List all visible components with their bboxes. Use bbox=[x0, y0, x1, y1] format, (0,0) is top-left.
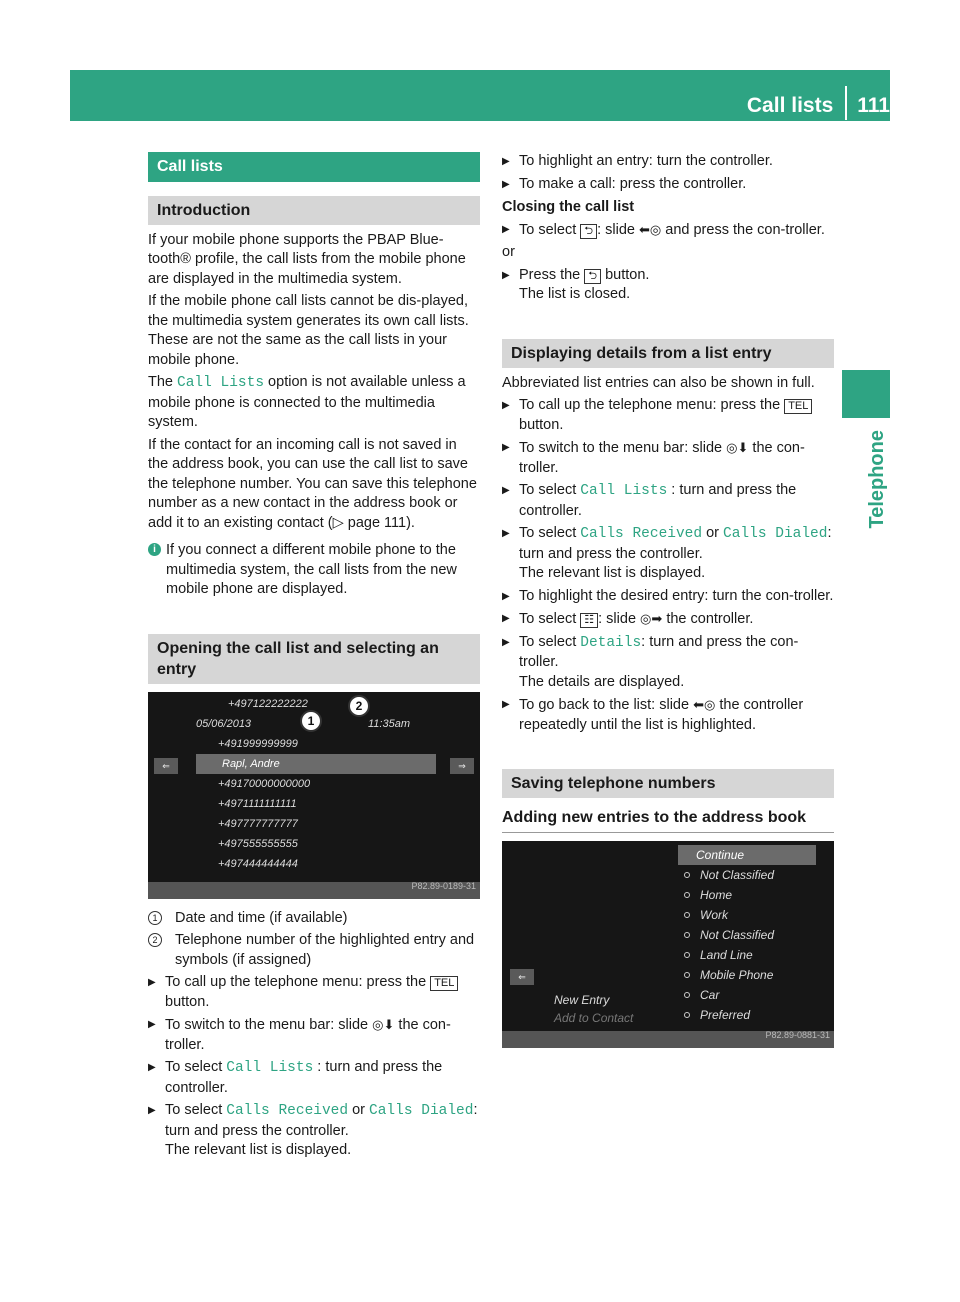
controller-slide-left-icon: ⬅◎ bbox=[638, 221, 662, 237]
legend-number: 2 bbox=[148, 933, 162, 947]
step-d4 bbox=[502, 524, 834, 584]
step-result: The list is closed. bbox=[519, 286, 631, 302]
code-calls-dialed: Calls Dialed bbox=[723, 526, 828, 542]
list-item-selected: Rapl, Andre bbox=[196, 754, 436, 774]
text: and press the con-troller. bbox=[661, 221, 825, 238]
list-item: +497122222222 bbox=[228, 697, 308, 710]
text: : slide bbox=[597, 221, 639, 238]
section-heading-call-lists: Call lists bbox=[148, 152, 480, 182]
heading-adding-entries: Adding new entries to the address book bbox=[502, 808, 834, 833]
text: or bbox=[348, 1102, 370, 1118]
text: To switch to the menu bar: slide bbox=[165, 1017, 373, 1033]
screenshot-call-list bbox=[148, 692, 480, 899]
list-item: +4971111111111 bbox=[218, 797, 297, 810]
list-item: +491999999999 bbox=[218, 737, 298, 750]
back-icon: ⮌ bbox=[580, 224, 597, 239]
legend-text: Telephone number of the highlighted entry and symbols (if assigned) bbox=[175, 932, 475, 968]
text: : slide bbox=[598, 611, 641, 627]
legend-text: Date and time (if available) bbox=[175, 909, 348, 926]
options-icon: ☷ bbox=[580, 613, 598, 628]
legend-item-2 bbox=[148, 931, 480, 970]
info-text: If you connect a different mobile phone to the multimedia system, the call lists from the new mobile phone are displayed. bbox=[166, 542, 457, 597]
step-make-call: ▶ To make a call: press the controller. bbox=[502, 175, 834, 195]
text: To select bbox=[519, 611, 581, 627]
radio-icon bbox=[684, 932, 690, 938]
menu-label: Not Classified bbox=[700, 927, 775, 942]
text: the con-troller. bbox=[165, 1017, 451, 1053]
back-button-icon: ⮌ bbox=[584, 269, 601, 284]
list-item: +497777777777 bbox=[218, 817, 298, 830]
list-item-add-to-contact: Add to Contact bbox=[554, 1010, 634, 1025]
subsection-heading-saving: Saving telephone numbers bbox=[502, 769, 834, 798]
step-d5: ▶ To highlight the desired entry: turn the con-troller. bbox=[502, 587, 834, 607]
subsection-heading-details: Displaying details from a list entry bbox=[502, 339, 834, 368]
list-item: +49170000000000 bbox=[218, 777, 311, 790]
code-calls-received: Calls Received bbox=[580, 526, 703, 542]
list-item: +497444444444 bbox=[218, 857, 298, 870]
menu-item bbox=[678, 945, 816, 965]
side-tab-marker bbox=[842, 370, 890, 418]
text: or bbox=[702, 525, 724, 541]
menu-item bbox=[678, 1005, 816, 1025]
menu-label: Mobile Phone bbox=[700, 967, 774, 982]
callout-1: 1 bbox=[300, 710, 322, 732]
menu-item bbox=[678, 905, 816, 925]
right-column bbox=[502, 152, 834, 1058]
page-number: 111 bbox=[857, 94, 890, 117]
back-arrow-icon: ⇐ bbox=[510, 969, 534, 985]
text: the controller. bbox=[662, 611, 754, 627]
subsection-heading-opening: Opening the call list and selecting an entry bbox=[148, 634, 480, 684]
image-code: P82.89-0881-31 bbox=[765, 1030, 830, 1040]
menu-label: Preferred bbox=[700, 1007, 751, 1022]
step-switch-menu-bar bbox=[148, 1015, 480, 1055]
radio-icon bbox=[684, 1012, 690, 1018]
menu-label: Home bbox=[700, 887, 733, 902]
text: To select bbox=[165, 1102, 227, 1118]
code-call-lists: Call Lists bbox=[580, 483, 668, 499]
step-highlight-entry: ▶ To highlight an entry: turn the controller. bbox=[502, 152, 834, 172]
screenshot-save-menu bbox=[502, 841, 834, 1048]
menu-item bbox=[678, 865, 816, 885]
code-call-lists: Call Lists bbox=[177, 375, 265, 391]
step-d2 bbox=[502, 438, 834, 478]
side-chapter-label: Telephone bbox=[866, 430, 888, 529]
info-note bbox=[148, 541, 480, 600]
list-item-new-entry: New Entry bbox=[554, 992, 610, 1007]
step-close-select bbox=[502, 220, 834, 241]
menu-item bbox=[678, 925, 816, 945]
intro-paragraph-4: If the contact for an incoming call is not saved in the address book, you can use the call list to save the telephone number. You can save this telephone number as a new contact in the address book or add it to an existing contact (▷ page 111). bbox=[148, 436, 477, 531]
text: To select bbox=[519, 633, 581, 650]
radio-icon bbox=[684, 872, 690, 878]
header-separator bbox=[845, 86, 847, 120]
menu-label: Not Classified bbox=[700, 867, 775, 882]
text: Press the bbox=[519, 266, 585, 283]
radio-icon bbox=[684, 972, 690, 978]
details-intro: Abbreviated list entries can also be shown in full. bbox=[502, 374, 815, 391]
list-item-date: 05/06/2013 bbox=[196, 717, 252, 730]
radio-icon bbox=[684, 892, 690, 898]
radio-icon bbox=[684, 912, 690, 918]
text: button. bbox=[165, 993, 210, 1010]
list-item: +497555555555 bbox=[218, 837, 298, 850]
controller-slide-left-icon: ⬅◎ bbox=[693, 697, 716, 712]
controller-slide-down-icon: ◎⬇ bbox=[372, 1017, 395, 1032]
code-calls-dialed: Calls Dialed bbox=[369, 1103, 474, 1119]
image-code: P82.89-0189-31 bbox=[411, 881, 476, 891]
intro-paragraph-2: If the mobile phone call lists cannot be dis-played, the multimedia system generates its own call lists. These are not the same as the call lists in your mobile phone. bbox=[148, 293, 469, 368]
step-result: The relevant list is displayed. bbox=[165, 1142, 352, 1158]
legend-number: 1 bbox=[148, 911, 162, 925]
text: To select bbox=[519, 525, 581, 541]
back-arrow-icon: ⇐ bbox=[154, 758, 178, 774]
legend-item-1 bbox=[148, 909, 480, 929]
text: button. bbox=[601, 266, 650, 283]
menu-label: Work bbox=[700, 907, 728, 922]
text: the con-troller. bbox=[519, 440, 805, 476]
step-select-call-lists bbox=[148, 1058, 480, 1098]
text: To select bbox=[165, 1059, 227, 1075]
step-d3 bbox=[502, 481, 834, 521]
controller-slide-right-icon: ◎➡ bbox=[640, 611, 663, 626]
step-press-back bbox=[502, 266, 834, 305]
text: the controller repeatedly until the list is highlighted. bbox=[519, 697, 804, 733]
callout-2: 2 bbox=[348, 695, 370, 717]
tel-key-icon: TEL bbox=[784, 399, 812, 414]
intro-paragraph-3 bbox=[148, 373, 480, 433]
step-d8 bbox=[502, 695, 834, 735]
menu-item bbox=[678, 885, 816, 905]
page-header bbox=[490, 86, 890, 120]
step-d7 bbox=[502, 633, 834, 693]
step-d1 bbox=[502, 396, 834, 435]
intro-paragraph-1: If your mobile phone supports the PBAP Blue-tooth® profile, the call lists from the mobile phone are displayed in the multimedia system. bbox=[148, 231, 466, 287]
subsection-heading-introduction: Introduction bbox=[148, 196, 480, 225]
code-calls-received: Calls Received bbox=[226, 1103, 349, 1119]
text: To select bbox=[519, 482, 581, 498]
closing-heading: Closing the call list bbox=[502, 199, 635, 215]
page-title: Call lists bbox=[746, 94, 834, 117]
menu-arrow-icon: ⇒ bbox=[450, 758, 474, 774]
info-icon: i bbox=[148, 543, 161, 556]
menu-item bbox=[678, 965, 816, 985]
menu-item bbox=[678, 985, 816, 1005]
text: : turn and press the controller. bbox=[519, 482, 797, 519]
radio-icon bbox=[684, 992, 690, 998]
text: : turn and press the controller. bbox=[519, 525, 832, 562]
left-column bbox=[148, 152, 480, 1164]
menu-item-continue: Continue bbox=[678, 845, 816, 865]
tel-key-icon: TEL bbox=[430, 976, 458, 991]
text: option is not available unless a mobile phone is connected to the multimedia system. bbox=[148, 374, 466, 430]
radio-icon bbox=[684, 952, 690, 958]
step-select-list-type bbox=[148, 1101, 480, 1161]
text: To select bbox=[519, 221, 581, 238]
text: button. bbox=[519, 416, 564, 433]
step-call-up-menu bbox=[148, 973, 480, 1012]
text: : turn and press the controller. bbox=[165, 1102, 478, 1139]
controller-slide-down-icon: ◎⬇ bbox=[726, 440, 749, 455]
step-result: The details are displayed. bbox=[519, 673, 685, 690]
text: To go back to the list: slide bbox=[519, 697, 694, 713]
code-call-lists: Call Lists bbox=[226, 1060, 314, 1076]
text: : turn and press the controller. bbox=[165, 1059, 443, 1096]
text: To switch to the menu bar: slide bbox=[519, 440, 727, 456]
text: To call up the telephone menu: press the bbox=[165, 974, 431, 990]
menu-label: Land Line bbox=[700, 947, 753, 962]
code-details: Details bbox=[580, 634, 642, 651]
text: To call up the telephone menu: press the bbox=[519, 397, 785, 413]
step-result: The relevant list is displayed. bbox=[519, 565, 706, 581]
text: : turn and press the con-troller. bbox=[519, 633, 799, 670]
text: The bbox=[148, 374, 178, 390]
or-text: or bbox=[502, 244, 515, 260]
step-d6 bbox=[502, 609, 834, 630]
list-item-time: 11:35am bbox=[368, 717, 410, 730]
menu-label: Car bbox=[700, 987, 720, 1002]
